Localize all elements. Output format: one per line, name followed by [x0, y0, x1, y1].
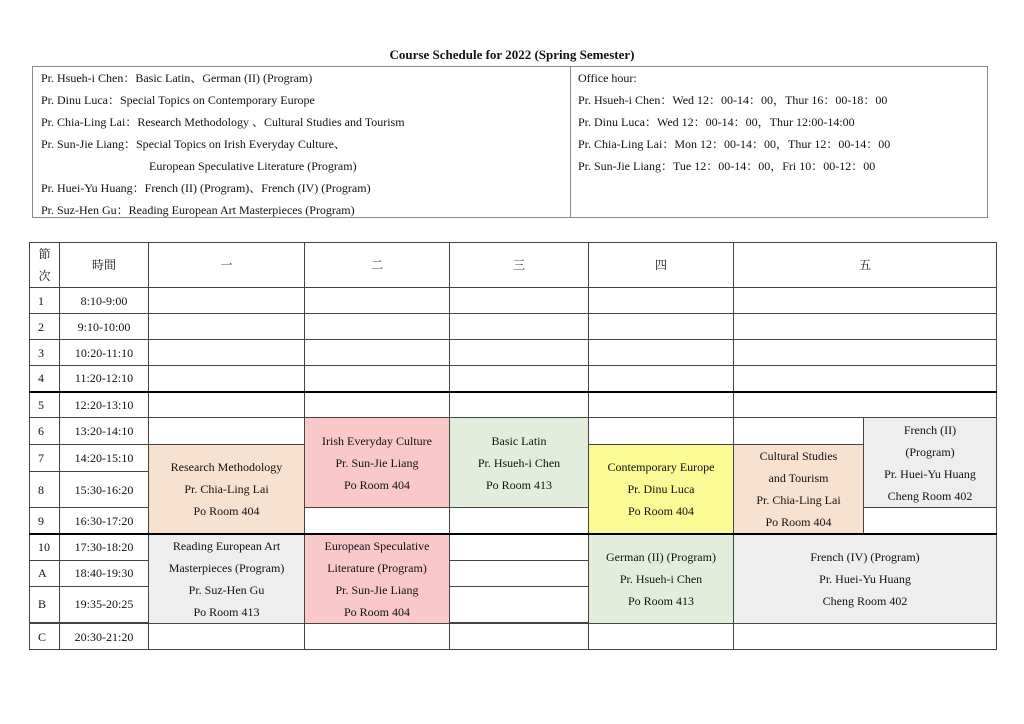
period-cell: 2 — [30, 314, 60, 340]
period-cell: 10 — [30, 534, 60, 560]
info-divider — [570, 67, 571, 217]
course-french-2: French (II) (Program) Pr. Huei-Yu Huang Cheng Room 402 — [864, 418, 997, 508]
office-hours-heading: Office hour: — [578, 71, 637, 85]
course-irish-culture: Irish Everyday Culture Pr. Sun-Jie Liang Po Room 404 — [305, 418, 450, 508]
empty-cell — [589, 340, 734, 366]
table-row — [30, 366, 997, 392]
table-row — [30, 624, 997, 650]
header-period: 節 次 — [30, 243, 60, 288]
table-row — [30, 314, 997, 340]
empty-cell — [734, 366, 997, 392]
course-cultural-studies: Cultural Studies and Tourism Pr. Chia-Ling Lai Po Room 404 — [734, 445, 864, 535]
time-cell: 13:20-14:10 — [60, 418, 149, 445]
empty-cell — [734, 314, 997, 340]
period-cell: A — [30, 560, 60, 586]
instructor-line: Pr. Suz-Hen Gu：Reading European Art Masterpieces (Program) — [41, 203, 355, 217]
empty-cell — [450, 314, 589, 340]
course-speculative-literature: European Speculative Literature (Program) Pr. Sun-Jie Liang Po Room 404 — [305, 534, 450, 624]
period-cell: 3 — [30, 340, 60, 366]
empty-cell — [305, 288, 450, 314]
empty-cell — [450, 288, 589, 314]
instructor-line: Pr. Sun-Jie Liang：Special Topics on Irish Everyday Culture、 — [41, 137, 346, 151]
empty-cell — [149, 624, 305, 650]
table-row — [30, 534, 997, 560]
time-cell: 12:20-13:10 — [60, 392, 149, 418]
time-cell: 14:20-15:10 — [60, 445, 149, 472]
table-row — [30, 340, 997, 366]
empty-cell — [589, 418, 734, 445]
empty-cell — [450, 340, 589, 366]
course-french-4: French (IV) (Program) Pr. Huei-Yu Huang Cheng Room 402 — [734, 534, 997, 624]
empty-cell — [734, 418, 864, 445]
period-cell: 8 — [30, 472, 60, 508]
empty-cell — [149, 288, 305, 314]
empty-cell — [734, 624, 997, 650]
period-cell: 5 — [30, 392, 60, 418]
empty-cell — [450, 508, 589, 534]
period-cell: 1 — [30, 288, 60, 314]
office-hours — [578, 67, 890, 177]
instructor-line: Pr. Dinu Luca：Special Topics on Contemporary Europe — [41, 93, 315, 107]
empty-cell — [734, 340, 997, 366]
time-cell: 9:10-10:00 — [60, 314, 149, 340]
time-cell: 20:30-21:20 — [60, 624, 149, 650]
course-research-methodology: Research Methodology Pr. Chia-Ling Lai Po Room 404 — [149, 445, 305, 535]
time-cell: 19:35-20:25 — [60, 586, 149, 622]
time-cell: 17:30-18:20 — [60, 534, 149, 560]
empty-cell — [450, 624, 589, 650]
empty-cell — [305, 624, 450, 650]
empty-cell — [450, 560, 589, 586]
page-title: Course Schedule for 2022 (Spring Semester) — [389, 47, 635, 62]
empty-cell — [589, 314, 734, 340]
course-reading-art: Reading European Art Masterpieces (Program) Pr. Suz-Hen Gu Po Room 413 — [149, 534, 305, 624]
header-mon: 一 — [149, 243, 305, 288]
course-german-2: German (II) (Program) Pr. Hsueh-i Chen Po Room 413 — [589, 534, 734, 624]
period-cell: C — [30, 624, 60, 650]
empty-cell — [305, 508, 450, 534]
time-cell: 8:10-9:00 — [60, 288, 149, 314]
instructor-info-box — [32, 66, 988, 218]
period-cell: 9 — [30, 508, 60, 534]
empty-cell — [734, 392, 997, 418]
empty-cell — [305, 392, 450, 418]
empty-cell — [450, 586, 589, 622]
time-cell: 15:30-16:20 — [60, 472, 149, 508]
empty-cell — [305, 340, 450, 366]
empty-cell — [864, 508, 997, 534]
empty-cell — [149, 314, 305, 340]
office-hour-line: Pr. Hsueh-i Chen：Wed 12：00-14：00，Thur 16：00-18：00 — [578, 93, 888, 107]
empty-cell — [149, 340, 305, 366]
empty-cell — [149, 418, 305, 445]
empty-cell — [305, 366, 450, 392]
empty-cell — [149, 366, 305, 392]
header-thu: 四 — [589, 243, 734, 288]
time-cell: 16:30-17:20 — [60, 508, 149, 534]
time-cell: 18:40-19:30 — [60, 560, 149, 586]
table-row — [30, 392, 997, 418]
office-hour-line: Pr. Chia-Ling Lai：Mon 12：00-14：00，Thur 12：00-14：00 — [578, 137, 891, 151]
empty-cell — [589, 366, 734, 392]
instructor-line: European Speculative Literature (Program) — [149, 159, 357, 173]
table-header-row — [30, 243, 997, 288]
time-cell: 11:20-12:10 — [60, 366, 149, 392]
period-cell: 7 — [30, 445, 60, 472]
table-row — [30, 418, 997, 445]
header-time: 時間 — [60, 243, 149, 288]
period-cell: 6 — [30, 418, 60, 445]
office-hour-line: Pr. Sun-Jie Liang：Tue 12：00-14：00，Fri 10：00-12：00 — [578, 159, 876, 173]
empty-cell — [450, 366, 589, 392]
header-fri: 五 — [734, 243, 997, 288]
empty-cell — [305, 314, 450, 340]
header-tue: 二 — [305, 243, 450, 288]
course-contemporary-europe: Contemporary Europe Pr. Dinu Luca Po Room 404 — [589, 445, 734, 535]
office-hour-line: Pr. Dinu Luca：Wed 12：00-14：00，Thur 12:00-14:00 — [578, 115, 855, 129]
empty-cell — [450, 392, 589, 418]
time-cell: 10:20-11:10 — [60, 340, 149, 366]
empty-cell — [450, 534, 589, 560]
instructor-line: Pr. Hsueh-i Chen：Basic Latin、German (II) (Program) — [41, 71, 313, 85]
empty-cell — [589, 624, 734, 650]
period-cell: 4 — [30, 366, 60, 392]
empty-cell — [734, 288, 997, 314]
empty-cell — [589, 392, 734, 418]
period-cell: B — [30, 586, 60, 622]
instructor-line: Pr. Huei-Yu Huang：French (II) (Program)、French (IV) (Program) — [41, 181, 371, 195]
table-row — [30, 288, 997, 314]
instructor-list — [41, 67, 405, 221]
course-basic-latin: Basic Latin Pr. Hsueh-i Chen Po Room 413 — [450, 418, 589, 508]
empty-cell — [589, 288, 734, 314]
instructor-line: Pr. Chia-Ling Lai：Research Methodology 、Cultural Studies and Tourism — [41, 115, 405, 129]
empty-cell — [149, 392, 305, 418]
header-wed: 三 — [450, 243, 589, 288]
schedule-table — [29, 242, 997, 650]
